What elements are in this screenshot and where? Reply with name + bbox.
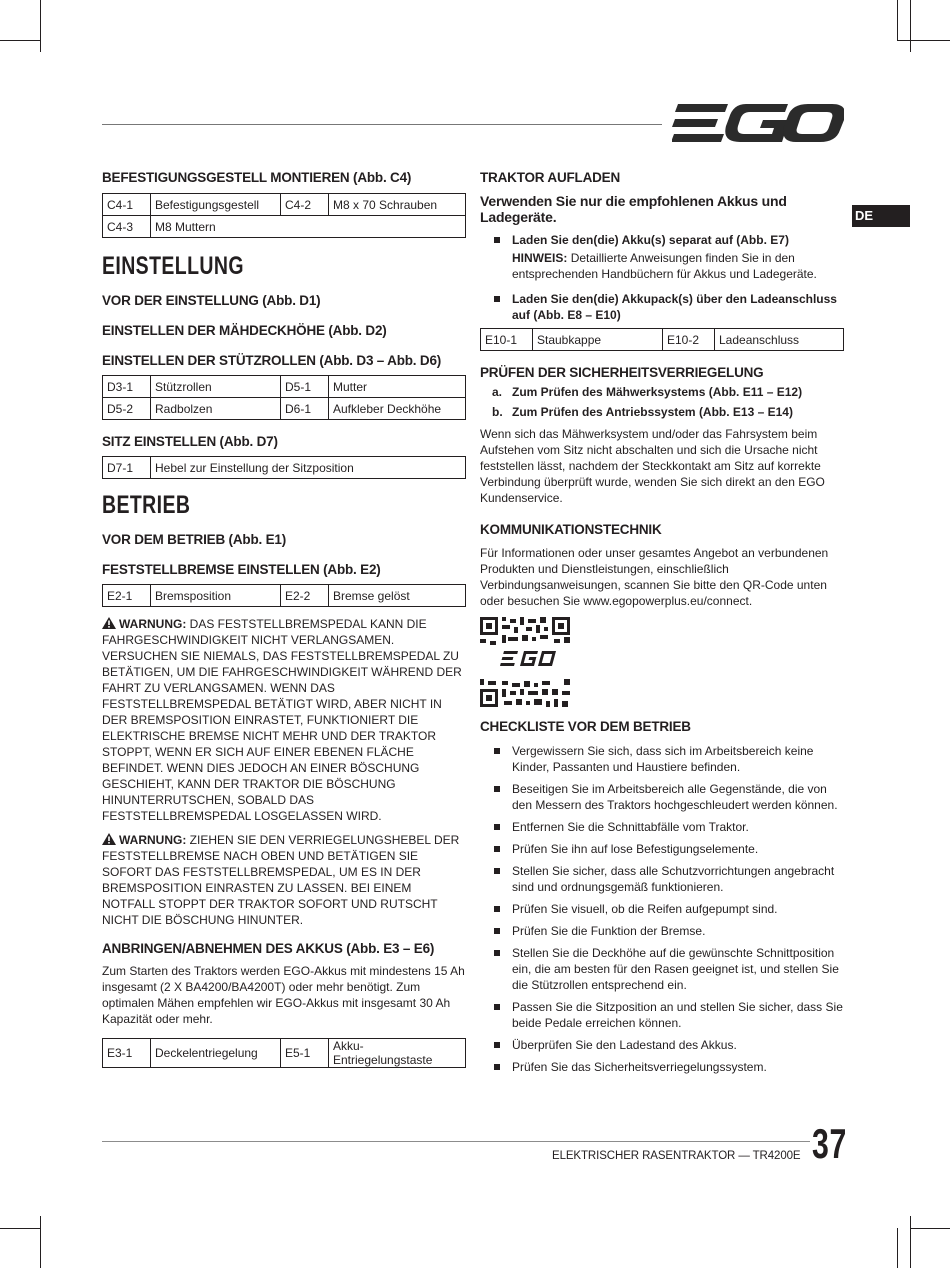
mount-heading: BEFESTIGUNGSGESTELL MONTIEREN (Abb. C4) — [102, 170, 412, 185]
bullet-icon — [494, 906, 500, 912]
heading-before-adjust: VOR DER EINSTELLUNG (Abb. D1) — [102, 293, 321, 308]
list-item-text: Prüfen Sie das Sicherheitsverriegelungssystem. — [512, 1060, 767, 1074]
table-row — [481, 329, 844, 351]
table-cell: Stützrollen — [151, 376, 281, 398]
list-item-text: Stellen Sie die Deckhöhe auf die gewünschte Schnittposition ein, die am besten für den Rasen geeignet ist, und stellen Sie die Stützrollen entsprechend ein. — [512, 946, 839, 992]
table-cell: D6-1 — [281, 398, 329, 420]
safety-text: Wenn sich das Mähwerksystem und/oder das Fahrsystem beim Aufstehen vom Sitz nicht abschalten und sich die Ursache nicht feststellen lässt, nachdem der Steckkontakt am Sitz auf korrekte Verbindung überprüft wurde, wenden Sie sich direkt an den EGO Kundenservice. — [480, 427, 825, 505]
note-text: Detaillierte Anweisungen finden Sie in den entsprechenden Handbüchern für Akkus und Ladegeräte. — [512, 251, 817, 281]
table-row — [103, 1039, 466, 1068]
list-item — [480, 1059, 844, 1075]
section-title-einstellung: EINSTELLUNG — [102, 252, 244, 280]
crop-mark — [40, 1216, 41, 1268]
list-item — [480, 999, 844, 1031]
list-item — [480, 945, 844, 993]
seat-table — [102, 456, 466, 479]
list-item-text: Beseitigen Sie im Arbeitsbereich alle Gegenstände, die von den Messern des Traktors hochgeschleudert werden können. — [512, 782, 838, 812]
charge-list-2 — [480, 291, 844, 323]
warning-1 — [102, 616, 466, 824]
heading-before-operation: VOR DEM BETRIEB (Abb. E1) — [102, 532, 287, 547]
bullet-icon — [494, 1064, 500, 1070]
table-cell: Radbolzen — [151, 398, 281, 420]
list-item — [480, 923, 844, 939]
note-label: HINWEIS: — [512, 251, 568, 265]
table-cell: E3-1 — [103, 1039, 151, 1068]
list-item-text: Zum Prüfen des Antriebssystem (Abb. E13 – E14) — [512, 405, 793, 419]
table-cell: Deckelentriegelung — [151, 1039, 281, 1068]
list-item — [480, 841, 844, 857]
table-cell: Aufkleber Deckhöhe — [329, 398, 466, 420]
heading-rollers: EINSTELLEN DER STÜTZROLLEN (Abb. D3 – Abb. D6) — [102, 353, 442, 368]
note — [480, 250, 844, 282]
bullet-icon — [494, 1004, 500, 1010]
table-cell: D5-2 — [103, 398, 151, 420]
charge-list — [480, 232, 844, 248]
warning-icon — [102, 617, 116, 629]
crop-mark — [897, 1228, 898, 1268]
battery-table — [102, 1038, 466, 1068]
list-item — [480, 819, 844, 835]
bullet-icon — [494, 824, 500, 830]
list-item — [480, 404, 844, 420]
left-column — [102, 170, 466, 1068]
table-cell: Befestigungsgestell — [151, 194, 281, 216]
crop-mark — [0, 40, 40, 41]
list-item-text: Vergewissern Sie sich, dass sich im Arbeitsbereich keine Kinder, Passanten und Haustiere befinden. — [512, 744, 814, 774]
bullet-icon — [494, 786, 500, 792]
crop-mark — [910, 0, 911, 52]
footer-product-name: ELEKTRISCHER RASENTRAKTOR — TR4200E — [552, 1150, 801, 1162]
list-item-text: Laden Sie den(die) Akkupack(s) über den Ladeanschluss auf (Abb. E8 – E10) — [512, 292, 837, 322]
list-item — [480, 1037, 844, 1053]
mount-table — [102, 193, 466, 238]
table-cell: D7-1 — [103, 457, 151, 479]
qr-code-image — [480, 617, 570, 707]
list-item — [480, 781, 844, 813]
warning-label: WARNUNG: — [119, 617, 187, 631]
brake-table — [102, 584, 466, 607]
warning-text: ZIEHEN SIE DEN VERRIEGELUNGSHEBEL DER FESTSTELLBREMSE NACH OBEN UND BETÄTIGEN SIE SOFORT DAS FESTSTELLBREMSPEDAL, UM ES IN DER BREMSPOSITION EINRASTEN ZU LASSEN. BEI EINEM NOTFALL STOPPT DER TRAKTOR SOFORT UND RUTSCHT NICHT DIE BÖSCHUNG HINUNTER. — [102, 833, 460, 927]
crop-mark — [897, 0, 898, 40]
list-item-text: Prüfen Sie visuell, ob die Reifen aufgepumpt sind. — [512, 902, 778, 916]
list-item — [480, 863, 844, 895]
table-cell: Hebel zur Einstellung der Sitzposition — [151, 457, 466, 479]
table-cell: Staubkappe — [533, 329, 663, 351]
warning-text: DAS FESTSTELLBREMSPEDAL KANN DIE FAHRGESCHWINDIGKEIT NICHT VERLANGSAMEN. VERSUCHEN SIE NIEMALS, DAS FESTSTELLBREMSPEDAL ZU BETÄTIGEN, UM DIE FAHRGESCHWINDIGKEIT WÄHREND DER FAHRT ZU VERLANGSAMEN. WENN DAS FESTSTELLBREMSPEDAL BETÄTIGT WIRD, ABER NICHT IN DER BREMSPOSITION EINRASTET, FUNKTIONIERT DIE ELEKTRISCHE BREMSE NICHT MEHR UND DER TRAKTOR STOPPT, WENN ER SICH AUF EINER EBENEN FLÄCHE BEFINDET. WENN DIES JEDOCH AN EINER BÖSCHUNG GESCHIEHT, KANN DER TRAKTOR DIE BÖSCHUNG HINUNTERRUTSCHEN, SOBALD DAS FESTSTELLBREMSPEDAL LOSGELASSEN WIRD. — [102, 617, 462, 823]
table-cell: D5-1 — [281, 376, 329, 398]
ego-logo — [672, 104, 844, 142]
table-cell: C4-2 — [281, 194, 329, 216]
table-row — [103, 216, 466, 238]
list-item-text: Prüfen Sie ihn auf lose Befestigungselemente. — [512, 842, 759, 856]
heading-deck-height: EINSTELLEN DER MÄHDECKHÖHE (Abb. D2) — [102, 323, 387, 338]
bullet-icon — [494, 928, 500, 934]
table-cell: E2-1 — [103, 585, 151, 607]
list-item — [480, 901, 844, 917]
safety-list — [480, 384, 844, 420]
crop-mark — [0, 1228, 40, 1229]
rollers-table — [102, 375, 466, 420]
list-item-text: Entfernen Sie die Schnittabfälle vom Traktor. — [512, 820, 749, 834]
crop-mark — [910, 1228, 950, 1229]
checklist — [480, 743, 844, 1075]
list-item — [480, 384, 844, 400]
communication-text: Für Informationen oder unser gesamtes Angebot an verbundenen Produkten und Dienstleistungen, einschließlich Verbindungsanweisungen, scannen Sie bitte den QR-Code unten oder besuchen Sie www.egopowerplus.eu/connect. — [480, 546, 829, 608]
table-row — [103, 457, 466, 479]
heading-communication: KOMMUNIKATIONSTECHNIK — [480, 522, 662, 537]
bullet-icon — [494, 1042, 500, 1048]
crop-mark — [897, 40, 950, 41]
list-item-text: Stellen Sie sicher, dass alle Schutzvorrichtungen angebracht sind und ordnungsgemäß funktionieren. — [512, 864, 835, 894]
crop-mark — [910, 1216, 911, 1268]
table-cell: M8 x 70 Schrauben — [329, 194, 466, 216]
list-item-text: Laden Sie den(die) Akku(s) separat auf (Abb. E7) — [512, 233, 789, 247]
table-cell: Bremse gelöst — [329, 585, 466, 607]
section-title-betrieb: BETRIEB — [102, 491, 191, 519]
crop-mark — [40, 0, 41, 52]
list-item — [480, 291, 844, 323]
warning-icon — [102, 833, 116, 845]
table-cell: Akku-Entriegelungstaste — [329, 1039, 466, 1068]
bullet-icon — [494, 950, 500, 956]
list-item — [480, 743, 844, 775]
list-item — [480, 232, 844, 248]
table-cell: C4-3 — [103, 216, 151, 238]
table-cell: Bremsposition — [151, 585, 281, 607]
bullet-icon — [494, 296, 500, 302]
list-item-text: Prüfen Sie die Funktion der Bremse. — [512, 924, 706, 938]
table-cell: E2-2 — [281, 585, 329, 607]
footer-rule — [102, 1141, 810, 1142]
checklist-section — [480, 719, 844, 1075]
list-item-text: Passen Sie die Sitzposition an und stellen Sie sicher, dass Sie beide Pedale erreichen können. — [512, 1000, 843, 1030]
heading-safety: PRÜFEN DER SICHERHEITSVERRIEGELUNG — [480, 365, 764, 380]
warning-2 — [102, 832, 466, 928]
table-cell: E5-1 — [281, 1039, 329, 1068]
table-cell: Mutter — [329, 376, 466, 398]
list-item-text: Überprüfen Sie den Ladestand des Akkus. — [512, 1038, 737, 1052]
charge-table — [480, 328, 844, 351]
warning-label: WARNUNG: — [119, 833, 187, 847]
heading-seat: SITZ EINSTELLEN (Abb. D7) — [102, 434, 278, 449]
table-row — [103, 376, 466, 398]
list-marker: a. — [492, 385, 503, 399]
right-column — [480, 170, 844, 609]
table-row — [103, 194, 466, 216]
table-cell: M8 Muttern — [151, 216, 466, 238]
bullet-icon — [494, 868, 500, 874]
bullet-icon — [494, 748, 500, 754]
page-number: 37 — [812, 1120, 848, 1167]
header-rule — [102, 124, 662, 125]
bullet-icon — [494, 846, 500, 852]
language-tab: DE — [852, 205, 910, 227]
heading-charge: TRAKTOR AUFLADEN — [480, 170, 621, 185]
heading-checklist: CHECKLISTE VOR DEM BETRIEB — [480, 719, 691, 734]
list-marker: b. — [492, 405, 503, 419]
bullet-icon — [494, 237, 500, 243]
table-cell: Ladeanschluss — [715, 329, 844, 351]
heading-brake: FESTSTELLBREMSE EINSTELLEN (Abb. E2) — [102, 562, 381, 577]
table-row — [103, 585, 466, 607]
table-cell: E10-2 — [663, 329, 715, 351]
list-item-text: Zum Prüfen des Mähwerksystems (Abb. E11 – E12) — [512, 385, 803, 399]
table-cell: E10-1 — [481, 329, 533, 351]
table-row — [103, 398, 466, 420]
charge-subheading: Verwenden Sie nur die empfohlenen Akkus und Ladegeräte. — [480, 193, 787, 225]
battery-text: Zum Starten des Traktors werden EGO-Akkus mit mindestens 15 Ah insgesamt (2 X BA4200/BA4200T) oder mehr benötigt. Zum optimalen Mähen empfehlen wir EGO-Akkus mit insgesamt 30 Ah Kapazität oder mehr. — [102, 964, 465, 1026]
table-cell: D3-1 — [103, 376, 151, 398]
table-cell: C4-1 — [103, 194, 151, 216]
heading-battery: ANBRINGEN/ABNEHMEN DES AKKUS (Abb. E3 – E6) — [102, 941, 435, 956]
